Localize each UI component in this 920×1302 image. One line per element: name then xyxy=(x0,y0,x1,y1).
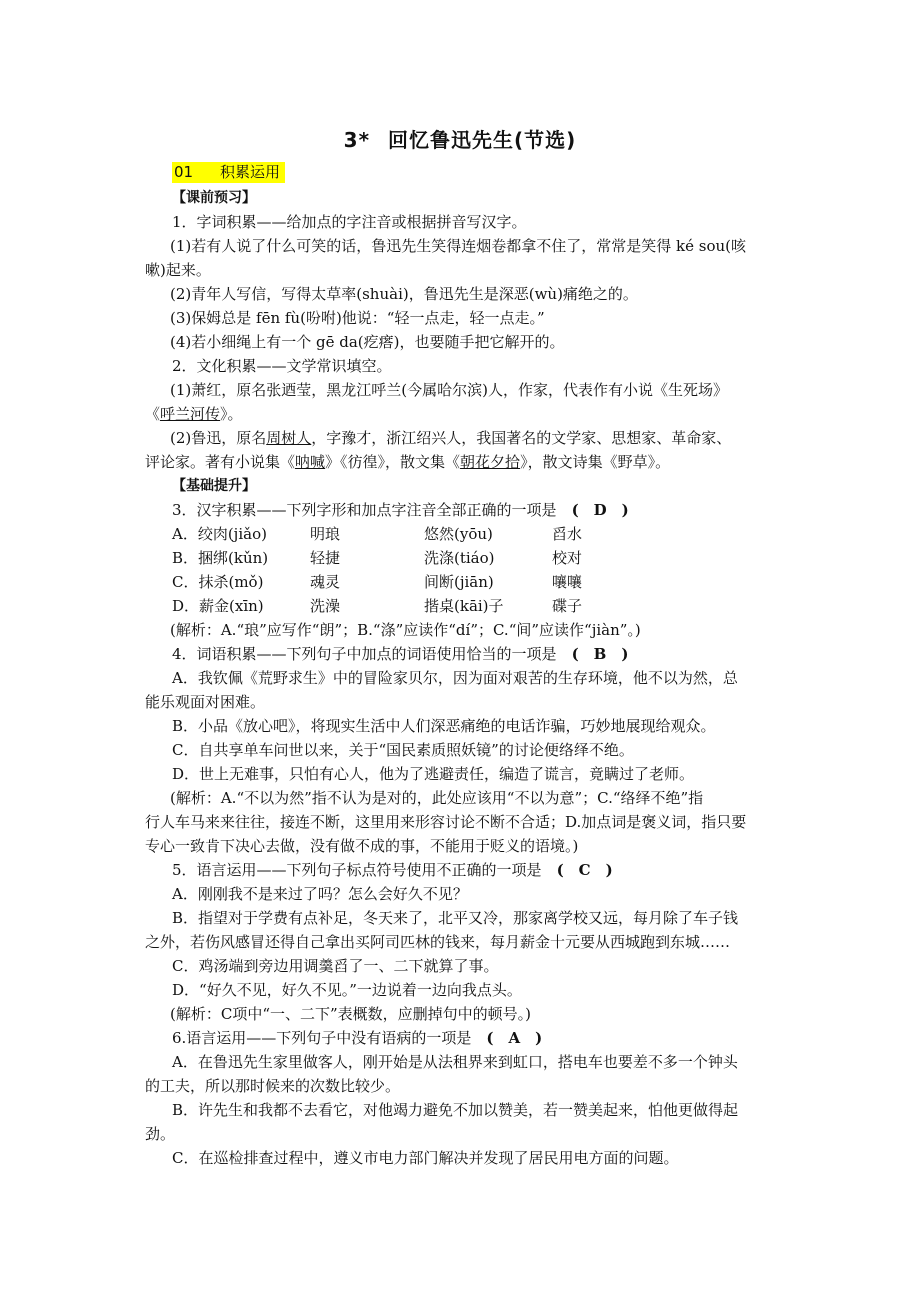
q4-explanation: (解析：A.“不以为然”指不认为是对的，此处应该用“不以为意”；C.“络绎不绝”指 xyxy=(170,789,704,807)
q4-option-d: D．世上无难事，只怕有心人，他为了逃避责任，编造了谎言，竟瞒过了老师。 xyxy=(172,765,695,783)
q4-option-b: B．小品《放心吧》，将现实生活中人们深恶痛绝的电话诈骗，巧妙地展现给观众。 xyxy=(172,717,716,735)
q3-option-c xyxy=(145,570,785,594)
q5-explanation: (解析：C项中“一、二下”表概数，应删掉句中的顿号。) xyxy=(170,1005,532,1023)
option-cell: 轻捷 xyxy=(310,549,341,567)
question-text: 5．语言运用——下列句子标点符号使用不正确的一项是 xyxy=(172,861,542,879)
q3-explanation: (解析：A.“琅”应写作“朗”；B.“涤”应读作“dí”；C.“间”应读作“jiàn”。) xyxy=(170,621,641,639)
option-cell: 揩桌(kāi)子 xyxy=(424,597,504,615)
q3-stem xyxy=(145,498,785,522)
answer: ( C ) xyxy=(556,861,613,879)
q5-option-a: A．刚刚我不是来过了吗？怎么会好久不见？ xyxy=(172,885,468,903)
answer-underline: 周树人 xyxy=(266,429,312,447)
q5-option-b-cont: 之外，若伤风感冒还得自己拿出买阿司匹林的钱来，每月薪金十元要从西城跑到东城…… xyxy=(145,933,731,951)
q2-item-1: (1)萧红，原名张迺莹，黑龙江呼兰(今属哈尔滨)人，作家，代表作有小说《生死场》 xyxy=(170,381,728,399)
q6-option-b: B．许先生和我都不去看它，对他竭力避免不加以赞美，若一赞美起来，怕他更做得起 xyxy=(172,1101,739,1119)
text: ，字豫才，浙江绍兴人，我国著名的文学家、思想家、革命家、 xyxy=(311,429,732,447)
option-cell: 明琅 xyxy=(310,525,341,543)
q2-item-2 xyxy=(145,426,785,450)
option-cell: C．抹杀(mǒ) xyxy=(172,573,264,591)
q4-stem xyxy=(145,642,785,666)
q1-item-4: (4)若小细绳上有一个 gē da(疙瘩)，也要随手把它解开的。 xyxy=(170,333,565,351)
q6-option-a-cont: 的工夫，所以那时候来的次数比较少。 xyxy=(145,1077,401,1095)
option-cell: 悠然(yōu) xyxy=(424,525,493,543)
q4-option-c: C．自共享单车问世以来，关于“国民素质照妖镜”的讨论便络绎不绝。 xyxy=(172,741,634,759)
option-cell: 间断(jiān) xyxy=(424,573,494,591)
question-text: 4．词语积累——下列句子中加点的词语使用恰当的一项是 xyxy=(172,645,557,663)
q4-explanation-cont: 行人车马来来往往，接连不断，这里用来形容讨论不断不合适；D.加点词是褒义词，指只要 xyxy=(145,813,747,831)
option-cell: 舀水 xyxy=(552,525,583,543)
text: 》《彷徨》，散文集《 xyxy=(325,453,461,471)
q1-item-2: (2)青年人写信，写得太草率(shuài)，鲁迅先生是深恶(wù)痛绝之的。 xyxy=(170,285,638,303)
q6-stem xyxy=(145,1026,785,1050)
answer: ( A ) xyxy=(486,1029,543,1047)
section-number: 01 xyxy=(174,163,194,181)
option-cell: 校对 xyxy=(552,549,583,567)
exercise-content xyxy=(145,186,785,1170)
q2-item-2-cont xyxy=(145,450,785,474)
q5-option-d: D．“好久不见，好久不见。”一边说着一边向我点头。 xyxy=(172,981,522,999)
q5-option-c: C．鸡汤端到旁边用调羹舀了一、二下就算了事。 xyxy=(172,957,499,975)
option-cell: 洗澡 xyxy=(310,597,341,615)
subsection-improve: 【基础提升】 xyxy=(172,478,256,494)
text: 评论家。著有小说集《 xyxy=(145,453,296,471)
q4-option-a: A．我钦佩《荒野求生》中的冒险家贝尔，因为面对艰苦的生存环境，他不以为然，总 xyxy=(172,669,738,687)
question-text: 6.语言运用——下列句子中没有语病的一项是 xyxy=(172,1029,472,1047)
q5-stem xyxy=(145,858,785,882)
text: 》。 xyxy=(220,405,243,423)
q2-stem: 2．文化积累——文学常识填空。 xyxy=(172,357,392,375)
q3-option-a xyxy=(145,522,785,546)
section-label: 积累运用 xyxy=(220,163,281,181)
text: 《 xyxy=(145,405,161,423)
q5-option-b: B．指望对于学费有点补足，冬天来了，北平又冷，那家离学校又远，每月除了车子钱 xyxy=(172,909,739,927)
answer-underline: 呐喊 xyxy=(295,453,326,471)
section-heading xyxy=(172,162,285,183)
q4-option-a-cont: 能乐观面对困难。 xyxy=(145,693,266,711)
question-text: 3．汉字积累——下列字形和加点字注音全部正确的一项是 xyxy=(172,501,557,519)
option-cell: A．绞肉(jiǎo) xyxy=(172,525,267,543)
answer: ( D ) xyxy=(571,501,629,519)
option-cell: D．薪金(xīn) xyxy=(172,597,264,615)
option-cell: 嚷嚷 xyxy=(552,573,583,591)
option-cell: B．捆绑(kǔn) xyxy=(172,549,269,567)
q3-option-b xyxy=(145,546,785,570)
q6-option-a: A．在鲁迅先生家里做客人，刚开始是从法租界来到虹口，搭电车也要差不多一个钟头 xyxy=(172,1053,738,1071)
subsection-preview: 【课前预习】 xyxy=(172,190,256,206)
q4-explanation-cont: 专心一致肯下决心去做，没有做不成的事，不能用于贬义的语境。) xyxy=(145,837,579,855)
text: (2)鲁迅，原名 xyxy=(170,429,267,447)
option-cell: 魂灵 xyxy=(310,573,341,591)
q6-option-b-cont: 劲。 xyxy=(145,1125,176,1143)
q1-item-1: (1)若有人说了什么可笑的话，鲁迅先生笑得连烟卷都拿不住了，常常是笑得 ké sou(咳 xyxy=(170,237,746,255)
q2-item-1-cont xyxy=(145,402,785,426)
answer-underline: 呼兰河传 xyxy=(160,405,221,423)
option-cell: 碟子 xyxy=(552,597,583,615)
lesson-number: 3* xyxy=(343,128,371,152)
q1-item-3: (3)保姆总是 fēn fù(吩咐)他说：“轻一点走，轻一点走。” xyxy=(170,309,545,327)
answer: ( B ) xyxy=(571,645,629,663)
text: 》，散文诗集《野草》。 xyxy=(520,453,671,471)
q1-item-1-cont: 嗽)起来。 xyxy=(145,261,211,279)
answer-underline: 朝花夕拾 xyxy=(460,453,521,471)
q1-stem: 1．字词积累——给加点的字注音或根据拼音写汉字。 xyxy=(172,213,527,231)
q3-option-d xyxy=(145,594,785,618)
lesson-title: 回忆鲁迅先生(节选) xyxy=(388,128,577,152)
page-title xyxy=(0,124,920,153)
q6-option-c: C．在巡检排查过程中，遵义市电力部门解决并发现了居民用电方面的问题。 xyxy=(172,1149,679,1167)
option-cell: 洗涤(tiáo) xyxy=(424,549,495,567)
